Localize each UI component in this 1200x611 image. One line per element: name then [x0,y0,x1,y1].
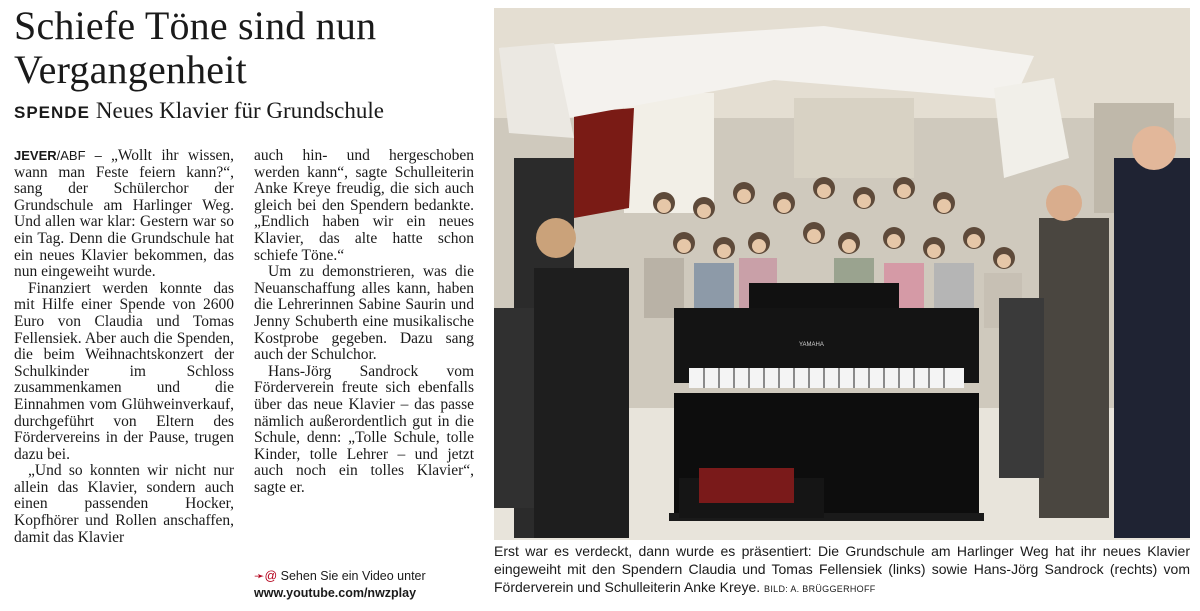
dateline-author: /ABF – [56,148,111,163]
paragraph-6: Hans-Jörg Sandrock vom Förderverein freute sich ebenfalls über das neue Klavier – das passe nämlich außerordentlich gut in die Schule, denn: „Tolle Schule, tolle Kinder, tolle Lehrer – und jetzt auch noch ein tolles Klavier“, sagte er. [254,362,474,496]
subline [14,98,484,124]
dateline-place: JEVER [14,148,57,163]
photo-caption [494,542,1190,598]
kicker: SPENDE [14,103,90,122]
headline: Schiefe Töne sind nun Vergangenheit [14,3,377,92]
paragraph-3: „Und so konnten wir nicht nur allein das Klavier, sondern auch einen passenden Hocker, Kopfhörer und Rollen anschaffen, damit das Klavier [14,462,234,546]
article-photo [494,8,1190,540]
paragraph-4: auch hin- und hergeschoben werden kann“, sagte Schulleiterin Anke Kreye freudig, die sich auch gleich bei den Spendern bedankte. „Endlich haben wir ein neues Klavier, das alte hatte schon schiefe Töne.“ [254,147,474,264]
piano-brand: YAMAHA [799,342,824,348]
piano-illustration [669,283,984,521]
subtitle: Neues Klavier für Grundschule [95,98,384,123]
paragraph-1-text: „Wollt ihr wissen, wann man Feste feiern kann?“, sang der Schülerchor der Grundschule am Harlinger Weg. Und allen war klar: Gestern war so ein Tag. Denn die Grundschule hat ein neues Klavier bekommen, das nun eingeweiht wurde. [14,147,234,281]
video-link[interactable]: www.youtube.com/nwzplay [254,586,417,600]
article-column-1 [14,148,234,546]
photo-scene [494,8,1190,540]
photo-credit: BILD: A. BRÜGGERHOFF [764,584,876,594]
video-hint [254,568,484,602]
caption-text: Erst war es verdeckt, dann wurde es präsentiert: Die Grundschule am Harlinger Weg hat ihr neues Klavier eingeweiht mit den Spendern Claudia und Tomas Fellensiek (links) sowie Hans-Jörg Sandrock (rechts) vom Förderverein und Schulleiterin Anke Kreye. [494,543,1190,595]
article-column-2 [254,148,474,496]
paragraph-5: Um zu demonstrieren, was die Neuanschaffung alles kann, haben die Lehrerinnen Sabine Saurin und Jenny Schuberth eine musikalische Kostprobe gegeben. Dazu sang auch der Schulchor. [254,263,474,364]
video-text: Sehen Sie ein Video unter [277,569,426,583]
video-arrow-icon: ➛@ [254,569,278,583]
paragraph-1 [14,148,234,281]
paragraph-2: Finanziert werden konnte das mit Hilfe einer Spende von 2600 Euro von Claudia und Tomas Fellensiek. Aber auch die Spenden, die beim Weihnachtskonzert der Schulkinder im Schloss zusammenkamen und die Einnahmen vom Glühweinverkauf, durchgeführt von Eltern des Fördervereins in der Pause, trugen dazu bei. [14,279,234,463]
